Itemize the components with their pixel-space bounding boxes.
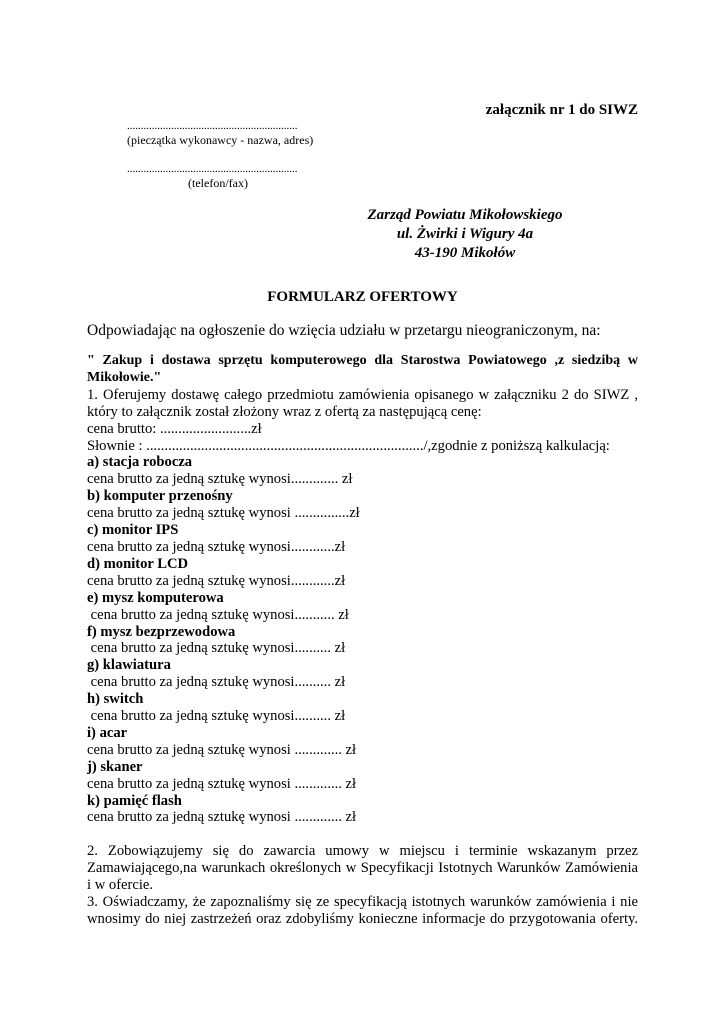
item-price: cena brutto za jedną sztukę wynosi........... zł <box>87 606 349 623</box>
item-price: cena brutto za jedną sztukę wynosi ............. zł <box>87 775 357 792</box>
obligation-paragraph-line: 2. Zobowiązujemy się do zawarcia umowy w miejscu i terminie wskazanym przez <box>87 843 638 860</box>
intro-text: Odpowiadając na ogłoszenie do wzięcia udziału w przetargu nieograniczonym, na: <box>87 322 601 339</box>
obligation-paragraph-line: i w ofercie. <box>87 877 154 894</box>
addressee-city: 43-190 Mikołów <box>414 245 516 261</box>
addressee-street: ul. Żwirki i Wigury 4a <box>396 226 534 242</box>
item-price: cena brutto za jedną sztukę wynosi.......... zł <box>87 674 346 691</box>
offer-paragraph-line: który to załącznik został złożony wraz z ofertą za następującą cenę: <box>87 403 482 420</box>
price-in-words-field: Słownie : ............................................................................/,zgodnie z poniższą kalkulacją: <box>87 437 610 454</box>
form-title: FORMULARZ OFERTOWY <box>267 289 458 305</box>
item-price: cena brutto za jedną sztukę wynosi............zł <box>87 572 346 589</box>
item-name: i) acar <box>87 724 128 741</box>
phone-label: (telefon/fax) <box>188 176 248 190</box>
item-price: cena brutto za jedną sztukę wynosi ...............zł <box>87 505 360 522</box>
item-name: g) klawiatura <box>87 657 171 674</box>
item-price: cena brutto za jedną sztukę wynosi.......... zł <box>87 708 346 725</box>
item-price: cena brutto za jedną sztukę wynosi.......... zł <box>87 640 346 657</box>
item-name: b) komputer przenośny <box>87 488 233 505</box>
phone-dots: .............................................................. <box>127 163 298 175</box>
item-name: d) monitor LCD <box>87 555 189 572</box>
annex-label: załącznik nr 1 do SIWZ <box>485 102 638 118</box>
declaration-paragraph-line: 3. Oświadczamy, że zapoznaliśmy się ze specyfikacją istotnych warunków zamówienia i nie <box>87 894 638 911</box>
offer-paragraph-line: 1. Oferujemy dostawę całego przedmiotu zamówienia opisanego w załączniku 2 do SIWZ , <box>87 386 638 403</box>
subject-line: " Zakup i dostawa sprzętu komputerowego dla Starostwa Powiatowego ,z siedzibą w <box>87 353 638 368</box>
item-price: cena brutto za jedną sztukę wynosi............. zł <box>87 471 353 488</box>
item-name: c) monitor IPS <box>87 522 179 539</box>
item-price: cena brutto za jedną sztukę wynosi ............. zł <box>87 809 357 826</box>
item-price: cena brutto za jedną sztukę wynosi ............. zł <box>87 741 357 758</box>
stamp-dots: .............................................................. <box>127 120 298 132</box>
item-name: f) mysz bezprzewodowa <box>87 623 236 640</box>
obligation-paragraph-line: Zamawiającego,na warunkach określonych w Specyfikacji Istotnych Warunków Zamówienia <box>87 860 638 877</box>
stamp-label: (pieczątka wykonawcy - nazwa, adres) <box>127 133 314 147</box>
price-gross-field: cena brutto: .........................zł <box>87 420 262 437</box>
addressee-name: Zarząd Powiatu Mikołowskiego <box>367 207 563 223</box>
item-price: cena brutto za jedną sztukę wynosi............zł <box>87 538 346 555</box>
item-name: a) stacja robocza <box>87 454 193 471</box>
declaration-paragraph-line: wnosimy do niej zastrzeżeń oraz zdobyliśmy konieczne informacje do przygotowania oferty. <box>87 911 638 927</box>
item-name: e) mysz komputerowa <box>87 589 224 606</box>
item-name: k) pamięć flash <box>87 792 182 809</box>
subject-line: Mikołowie." <box>87 369 162 385</box>
item-list <box>87 454 638 826</box>
item-name: h) switch <box>87 691 144 708</box>
item-name: j) skaner <box>87 758 143 775</box>
form-body <box>87 353 638 928</box>
